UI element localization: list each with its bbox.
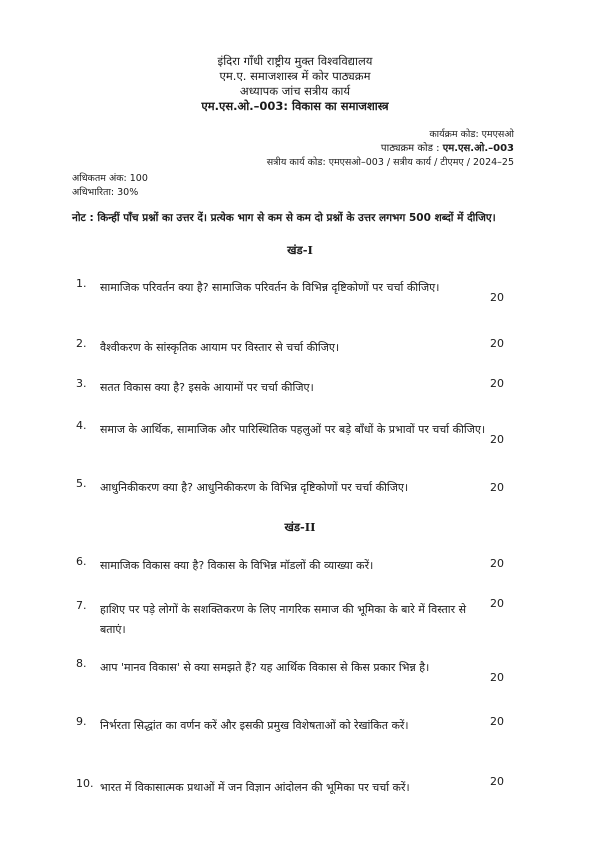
- question-marks: 20: [490, 775, 504, 788]
- question-marks: 20: [490, 557, 504, 570]
- question-number: 5.: [76, 477, 87, 490]
- question-text: सामाजिक विकास क्या है? विकास के विभिन्न मॉडलों की व्याख्या करें।: [100, 559, 374, 572]
- question-number: 3.: [76, 377, 87, 390]
- codes-block: [267, 128, 514, 170]
- section-title-1: खंड-I: [287, 243, 313, 257]
- question-text: वैश्वीकरण के सांस्कृतिक आयाम पर विस्तार से चर्चा कीजिए।: [100, 341, 340, 354]
- document-header: [150, 54, 440, 114]
- question-number: 2.: [76, 337, 87, 350]
- question-text: आप 'मानव विकास' से क्या समझते हैं? यह आर्थिक विकास से किस प्रकार भिन्न है।: [100, 661, 430, 674]
- marks-block: [72, 172, 148, 200]
- question-number: 9.: [76, 715, 87, 728]
- assignment-code: सत्रीय कार्य कोड: एमएसओ–003 / सत्रीय कार्य / टीएमए / 2024–25: [266, 157, 514, 168]
- question-text: सतत विकास क्या है? इसके आयामों पर चर्चा कीजिए।: [100, 381, 314, 394]
- course-title: एम.एस.ओ.–003: विकास का समाजशास्त्र: [201, 99, 389, 113]
- question-text: समाज के आर्थिक, सामाजिक और पारिस्थितिक पहलुओं पर बड़े बाँधों के प्रभावों पर चर्चा कीजिए।: [100, 423, 486, 436]
- question-marks: 20: [490, 715, 504, 728]
- question-text: निर्भरता सिद्धांत का वर्णन करें और इसकी प्रमुख विशेषताओं को रेखांकित करें।: [100, 719, 409, 732]
- question-number: 1.: [76, 277, 87, 290]
- question-text: हाशिए पर पड़े लोगों के सशक्तिकरण के लिए नागरिक समाज की भूमिका के बारे में विस्तार से बताएं।: [100, 603, 467, 636]
- question-marks: 20: [490, 291, 504, 304]
- question-marks: 20: [490, 481, 504, 494]
- question-text: आधुनिकीकरण क्या है? आधुनिकीकरण के विभिन्न दृष्टिकोणों पर चर्चा कीजिए।: [100, 481, 409, 494]
- question-text: भारत में विकासात्मक प्रथाओं में जन विज्ञान आंदोलन की भूमिका पर चर्चा करें।: [100, 781, 410, 794]
- course-code-value: एम.एस.ओ.–003: [442, 143, 514, 154]
- university-name: इंदिरा गाँधी राष्ट्रीय मुक्त विश्वविद्यालय: [217, 54, 373, 68]
- question-number: 4.: [76, 419, 87, 432]
- question-number: 8.: [76, 657, 87, 670]
- max-marks: अधिकतम अंक: 100: [72, 173, 148, 184]
- question-number: 7.: [76, 599, 87, 612]
- course-code: [267, 142, 514, 156]
- section-title-2: खंड-II: [284, 520, 316, 534]
- weightage: अधिभारिता: 30%: [72, 187, 139, 198]
- instructions-note: नोट : किन्हीं पाँच प्रश्नों का उत्तर दें। प्रत्येक भाग से कम से कम दो प्रश्नों के उत्तर लगभग 500 शब्दों में दीजिए।: [72, 212, 496, 224]
- question-marks: 20: [490, 337, 504, 350]
- question-marks: 20: [490, 433, 504, 446]
- programme-code: कार्यक्रम कोड: एमएसओ: [429, 129, 514, 140]
- assignment-type: अध्यापक जांच सत्रीय कार्य: [239, 84, 351, 98]
- question-marks: 20: [490, 671, 504, 684]
- programme-line: एम.ए. समाजशास्त्र में कोर पाठ्यक्रम: [219, 69, 371, 83]
- question-number: 6.: [76, 555, 87, 568]
- question-marks: 20: [490, 377, 504, 390]
- course-code-label: पाठ्यक्रम कोड :: [380, 143, 440, 154]
- question-marks: 20: [490, 597, 504, 610]
- question-number: 10.: [76, 777, 94, 790]
- question-text: सामाजिक परिवर्तन क्या है? सामाजिक परिवर्तन के विभिन्न दृष्टिकोणों पर चर्चा कीजिए।: [100, 281, 440, 294]
